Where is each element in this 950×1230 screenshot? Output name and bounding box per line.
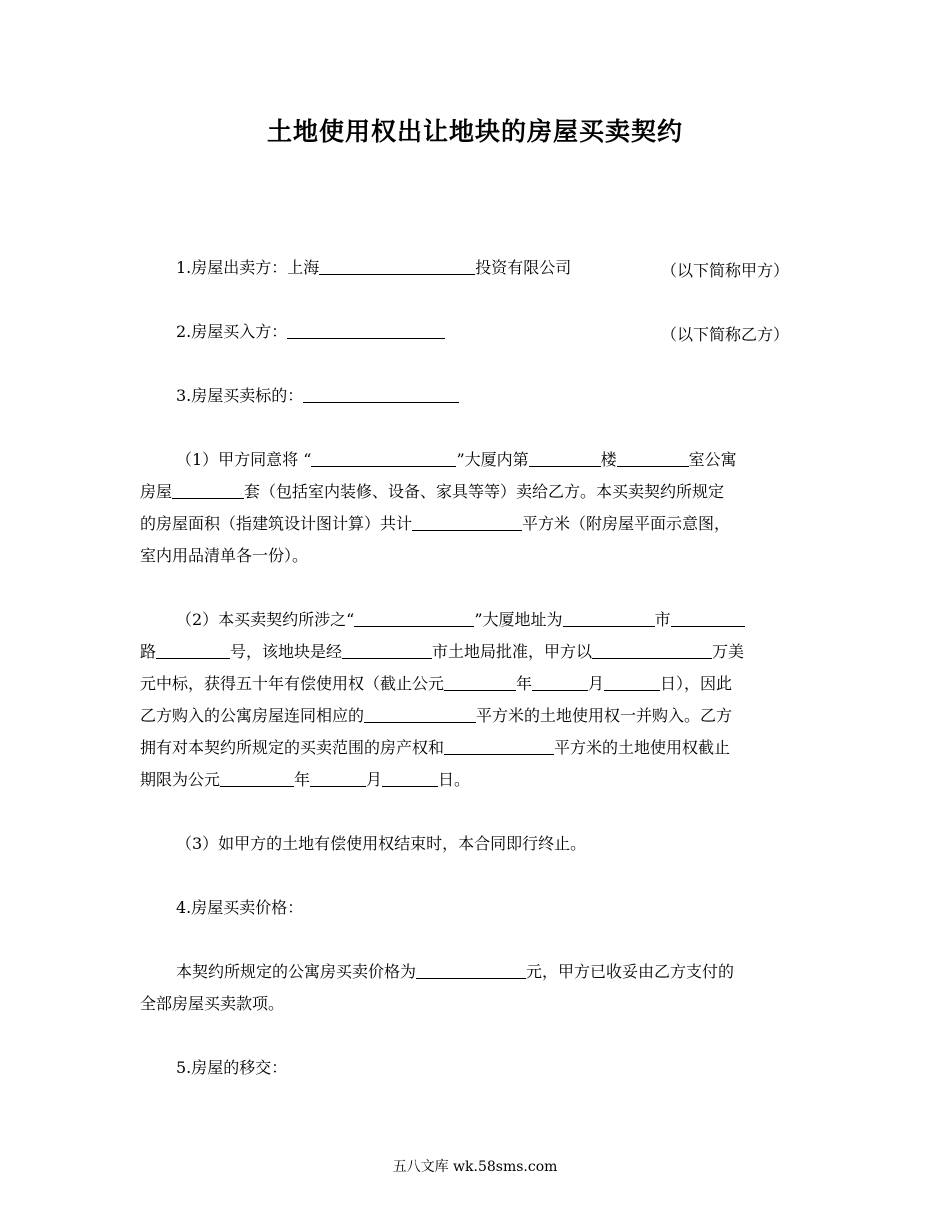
- text: 期限为公元: [140, 770, 221, 789]
- clause1-line4: 室内用品清单各一份）。: [140, 546, 309, 565]
- clause1-line2: [140, 482, 724, 502]
- buyer-note: （以下简称乙方）: [661, 325, 790, 344]
- day-blank-2: [382, 770, 438, 787]
- buyer-label: 2.房屋买入方：: [176, 322, 288, 341]
- unit-count-blank: [172, 482, 244, 499]
- text: 日。: [438, 770, 471, 789]
- text: 楼: [600, 450, 617, 469]
- city-blank-2: [342, 642, 432, 659]
- number-blank: [156, 642, 230, 659]
- year-blank: [444, 674, 516, 691]
- road-blank: [671, 610, 745, 627]
- text: 市: [654, 610, 671, 629]
- land-area-blank: [364, 706, 476, 723]
- clause1-line3: [140, 514, 730, 534]
- floor-blank: [529, 450, 601, 467]
- room-blank: [617, 450, 689, 467]
- clause2-line3: [140, 674, 732, 694]
- text: 本契约所规定的公寓房买卖价格为: [176, 962, 417, 981]
- price-blank: [416, 962, 526, 979]
- seller-suffix: 投资有限公司: [475, 258, 572, 277]
- text: （1）甲方同意将 “: [176, 450, 312, 469]
- text: 拥有对本契约所规定的买卖范围的房产权和: [140, 738, 445, 757]
- area-blank: [412, 514, 522, 531]
- text: 号，该地块是经: [230, 642, 343, 661]
- month-blank-2: [310, 770, 366, 787]
- text: 月: [366, 770, 383, 789]
- text: 乙方购入的公寓房屋连同相应的: [140, 706, 365, 725]
- clause2-line4: [140, 706, 732, 726]
- document-title: 土地使用权出让地块的房屋买卖契约: [266, 117, 683, 146]
- text: 年: [294, 770, 311, 789]
- building-name-blank: [311, 450, 456, 467]
- price-line1: [176, 962, 734, 982]
- text: 市土地局批准，甲方以: [432, 642, 593, 661]
- clause1-line1: [176, 450, 737, 470]
- land-area-blank-2: [444, 738, 554, 755]
- clause2-line1: [176, 610, 745, 630]
- footer-watermark: 五八文库 wk.58sms.com: [392, 1159, 558, 1175]
- text: 月: [588, 674, 605, 693]
- buyer-name-blank: [287, 322, 445, 339]
- text: 套（包括室内装修、设备、家具等等）卖给乙方。本买卖契约所规定: [244, 482, 725, 501]
- text: （2）本买卖契约所涉之“: [176, 610, 355, 629]
- subject-label: 3.房屋买卖标的：: [176, 386, 304, 405]
- text: 日），因此: [660, 674, 733, 693]
- seller-label: 1.房屋出卖方：上海: [176, 258, 320, 277]
- clause2-line5: [140, 738, 730, 758]
- handover-heading: 5.房屋的移交：: [176, 1058, 288, 1077]
- text: 平方米（附房屋平面示意图，: [522, 514, 731, 533]
- year-blank-2: [220, 770, 294, 787]
- city-blank: [563, 610, 655, 627]
- buyer-line: [176, 322, 445, 342]
- text: 房屋: [140, 482, 173, 501]
- clause2-line6: [140, 770, 470, 790]
- text: 平方米的土地使用权截止: [554, 738, 731, 757]
- text: 元，甲方已收妥由乙方支付的: [526, 962, 735, 981]
- text: 元中标，获得五十年有偿使用权（截止公元: [140, 674, 445, 693]
- text: 室公寓: [688, 450, 737, 469]
- day-blank: [604, 674, 660, 691]
- clause2-line2: [140, 642, 744, 662]
- building-blank-2: [354, 610, 474, 627]
- seller-name-blank: [319, 258, 475, 275]
- price-line2: 全部房屋买卖款项。: [140, 994, 285, 1013]
- clause3-line: （3）如甲方的土地有偿使用权结束时，本合同即行终止。: [176, 834, 587, 853]
- seller-line: [176, 258, 571, 278]
- seller-note: （以下简称甲方）: [661, 261, 790, 280]
- text: ”大厦地址为: [474, 610, 563, 629]
- text: 年: [516, 674, 533, 693]
- text: 平方米的土地使用权一并购入。乙方: [476, 706, 733, 725]
- text: 万美: [712, 642, 745, 661]
- price-heading: 4.房屋买卖价格：: [176, 898, 304, 917]
- text: ”大厦内第: [456, 450, 529, 469]
- text: 的房屋面积（指建筑设计图计算）共计: [140, 514, 413, 533]
- usd-amount-blank: [592, 642, 712, 659]
- text: 路: [140, 642, 157, 661]
- subject-blank: [303, 386, 459, 403]
- subject-line: [176, 386, 459, 406]
- month-blank: [532, 674, 588, 691]
